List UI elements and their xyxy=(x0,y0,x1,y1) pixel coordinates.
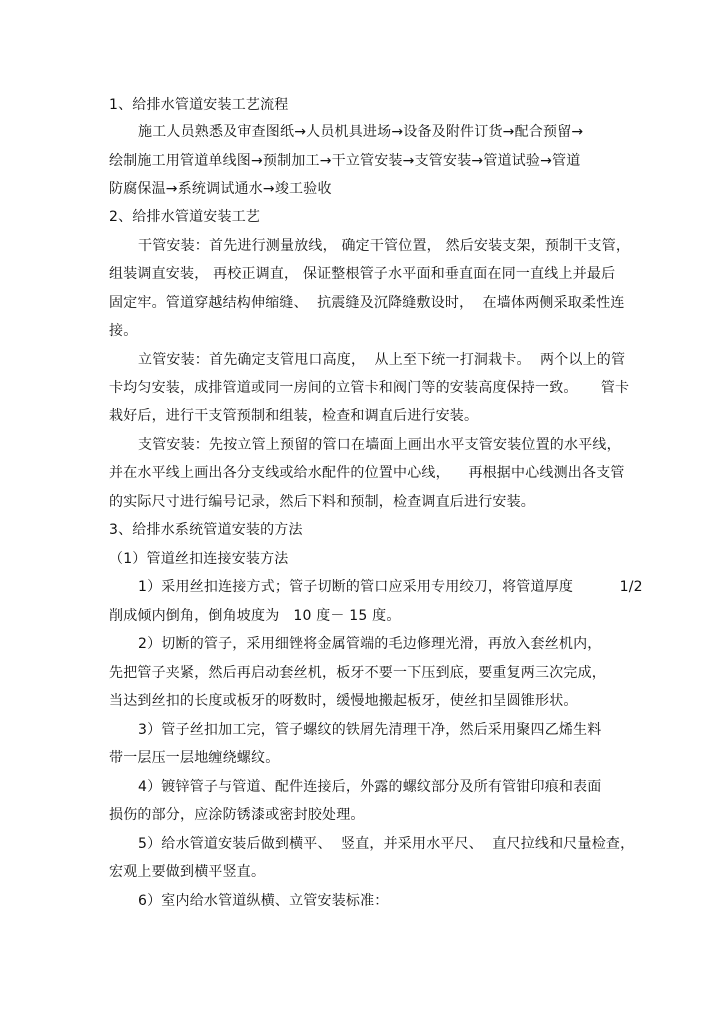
paragraph-line: 的实际尺寸进行编号记录，然后下料和预制，检查调直后进行安装。 xyxy=(109,494,535,510)
paragraph-line: 固定牢。管道穿越结构伸缩缝、 抗震缝及沉降缝敷设时， 在墙体两侧采取柔性连 xyxy=(109,295,625,311)
paragraph-line: 防腐保温→系统调试通水→竣工验收 xyxy=(109,181,332,197)
paragraph-line: 施工人员熟悉及审查图纸→人员机具进场→设备及附件订货→配合预留→ xyxy=(138,124,584,140)
subheading: （1）管道丝扣连接安装方法 xyxy=(109,551,289,567)
paragraph-line: 组装调直安装， 再校正调直， 保证整根管子水平面和垂直面在同一直线上并最后 xyxy=(109,266,616,282)
paragraph-line: 先把管子夹紧，然后再启动套丝机，板牙不要一下压到底，要重复两三次完成， xyxy=(109,665,606,681)
paragraph-line: 4）镀锌管子与管道、配件连接后，外露的螺纹部分及所有管钳印痕和表面 xyxy=(138,779,602,795)
paragraph-line: 并在水平线上画出各分支线或给水配件的位置中心线， 再根据中心线测出各支管 xyxy=(109,465,625,481)
heading-3: 3、给排水系统管道安装的方法 xyxy=(109,522,303,538)
paragraph-line: 5）给水管道安装后做到横平、 竖直，并采用水平尺、 直尺拉线和尺量检查， xyxy=(138,836,635,852)
paragraph-line: 6）室内给水管道纵横、立管安装标准： xyxy=(138,893,389,909)
paragraph-line: 带一层压一层地缠绕螺纹。 xyxy=(109,750,280,766)
paragraph-line: 卡均匀安装，成排管道或同一房间的立管卡和阀门等的安装高度保持一致。 管卡 xyxy=(109,380,630,396)
paragraph-line: 接。 xyxy=(109,323,138,339)
paragraph-line: 1）采用丝扣连接方式；管子切断的管口应采用专用绞刀，将管道厚度 1/2 xyxy=(138,579,643,595)
paragraph-line: 宏观上要做到横平竖直。 xyxy=(109,864,266,880)
paragraph-line: 绘制施工用管道单线图→预制加工→干立管安装→支管安装→管道试验→管道 xyxy=(109,153,581,169)
paragraph-line: 栽好后，进行干支管预制和组装，检查和调直后进行安装。 xyxy=(109,408,479,424)
heading-2: 2、给排水管道安装工艺 xyxy=(109,209,261,225)
paragraph-line: 立管安装：首先确定支管甩口高度， 从上至下统一打洞栽卡。 两个以上的管 xyxy=(138,352,626,368)
paragraph-line: 支管安装：先按立管上预留的管口在墙面上画出水平支管安装位置的水平线， xyxy=(138,437,621,453)
paragraph-line: 当达到丝扣的长度或板牙的呀数时，缓慢地搬起板牙，使丝扣呈圆锥形状。 xyxy=(109,693,578,709)
paragraph-line: 3）管子丝扣加工完，管子螺纹的铁屑先清理干净，然后采用聚四乙烯生料 xyxy=(138,722,602,738)
heading-1: 1、给排水管道安装工艺流程 xyxy=(109,97,289,113)
paragraph-line: 干管安装：首先进行测量放线， 确定干管位置， 然后安装支架，预制干支管， xyxy=(138,238,631,254)
paragraph-line: 损伤的部分，应涂防锈漆或密封胶处理。 xyxy=(109,807,365,823)
paragraph-line: 2）切断的管子，采用细锉将金属管端的毛边修理光滑，再放入套丝机内， xyxy=(138,636,602,652)
paragraph-line: 削成倾内倒角，倒角坡度为 10 度－ 15 度。 xyxy=(109,608,401,624)
